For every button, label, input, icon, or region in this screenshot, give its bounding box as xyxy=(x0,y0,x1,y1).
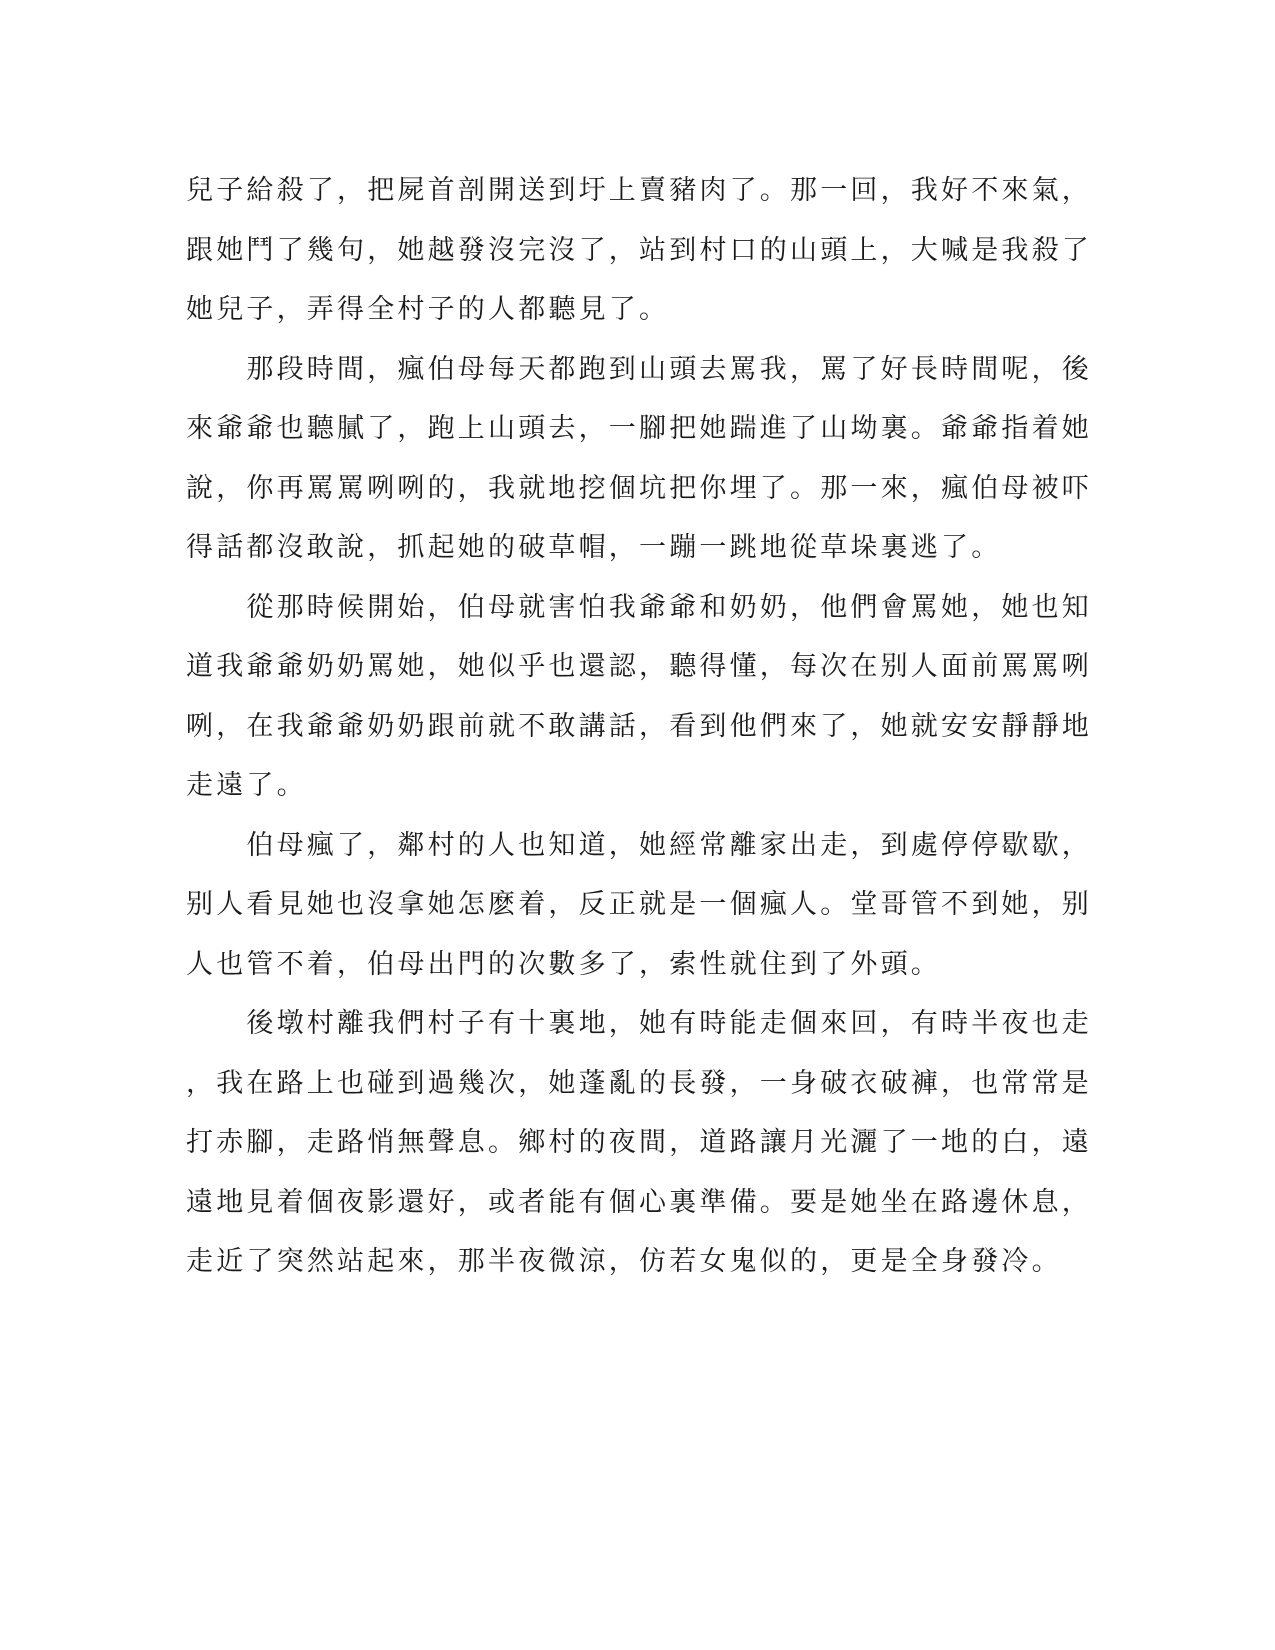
text-line: 遠地見着個夜影還好，或者能有個心裏準備。要是她坐在路邊休息， xyxy=(186,1186,1092,1218)
text-line: 她兒子，弄得全村子的人都聽見了。 xyxy=(186,294,670,325)
text-line: 咧，在我爺爺奶奶跟前就不敢講話，看到他們來了，她就安安靜靜地 xyxy=(186,710,1092,742)
text-line: 從那時候開始，伯母就害怕我爺爺和奶奶，他們會罵她，她也知 xyxy=(186,591,1092,623)
body-text xyxy=(186,161,1092,1292)
text-line: 伯母瘋了，鄰村的人也知道，她經常離家出走，到處停停歇歇， xyxy=(186,829,1092,861)
text-line: ，我在路上也碰到過幾次，她蓬亂的長發，一身破衣破褲，也常常是 xyxy=(186,1067,1092,1099)
text-line: 說，你再罵罵咧咧的，我就地挖個坑把你埋了。那一來，瘋伯母被吓 xyxy=(186,472,1092,504)
text-line: 道我爺爺奶奶罵她，她似乎也還認，聽得懂，每次在别人面前罵罵咧 xyxy=(186,651,1092,682)
text-line: 跟她鬥了幾句，她越發沒完沒了，站到村口的山頭上，大喊是我殺了 xyxy=(186,234,1092,266)
text-line: 後墩村離我們村子有十裏地，她有時能走個來回，有時半夜也走 xyxy=(186,1008,1092,1039)
text-line: 人也管不着，伯母出門的次數多了，索性就住到了外頭。 xyxy=(186,948,941,980)
text-line: 兒子給殺了，把屍首剖開送到圩上賣豬肉了。那一回，我好不來氣， xyxy=(186,175,1092,206)
text-line: 别人看見她也沒拿她怎麽着，反正就是一個瘋人。堂哥管不到她，别 xyxy=(186,889,1092,920)
text-line: 得話都沒敢說，抓起她的破草帽，一蹦一跳地從草垛裏逃了。 xyxy=(186,532,1002,563)
text-line: 那段時間，瘋伯母每天都跑到山頭去罵我，罵了好長時間呢，後 xyxy=(186,353,1092,385)
text-line: 來爺爺也聽膩了，跑上山頭去，一腳把她踹進了山坳裏。爺爺指着她 xyxy=(186,413,1092,444)
text-line: 走遠了。 xyxy=(186,770,307,801)
text-line: 打赤腳，走路悄無聲息。鄉村的夜間，道路讓月光灑了一地的白，遠 xyxy=(186,1127,1092,1158)
text-line: 走近了突然站起來，那半夜微涼，仿若女鬼似的，更是全身發冷。 xyxy=(186,1246,1062,1277)
